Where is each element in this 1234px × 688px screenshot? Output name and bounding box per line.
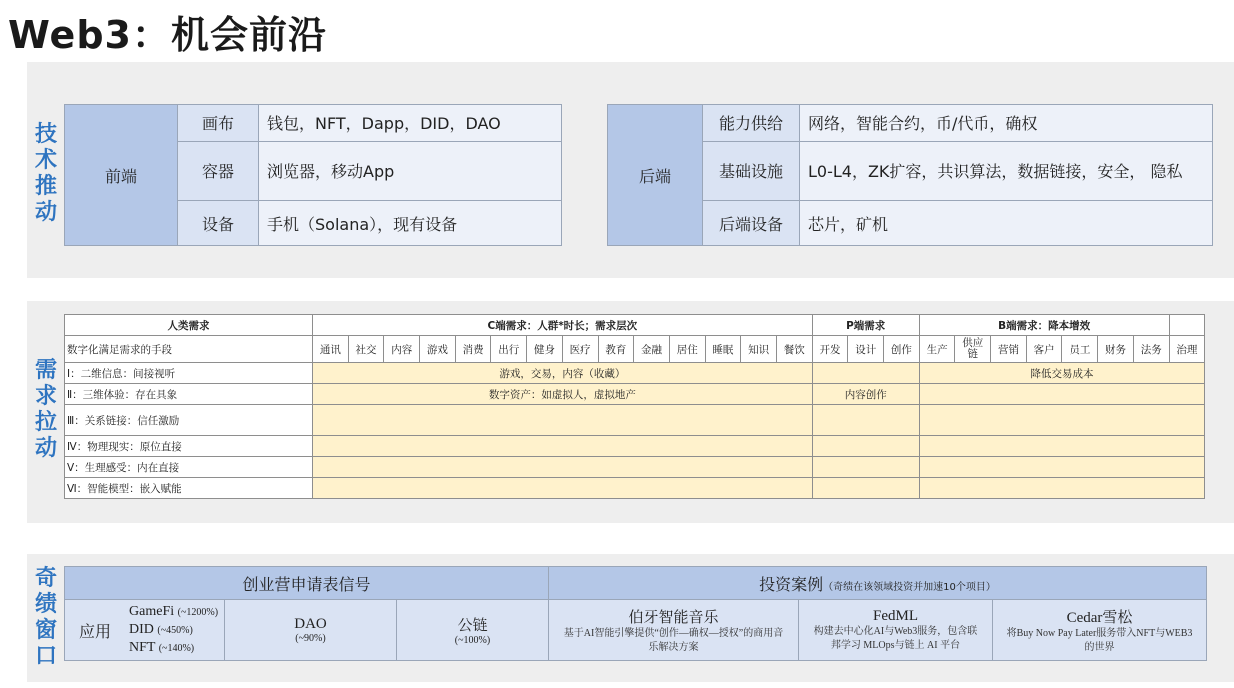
- demand-column-header: 营销: [991, 336, 1027, 363]
- p-row6-cell: [812, 478, 919, 499]
- page-title: Web3：机会前沿: [8, 13, 327, 57]
- b-row1-cell: 降低交易成本: [919, 363, 1205, 384]
- demand-column-header: 客户: [1026, 336, 1062, 363]
- window-table: [64, 566, 1207, 661]
- back-key: 能力供给: [703, 105, 800, 142]
- demand-column-header: 治理: [1169, 336, 1205, 363]
- back-value: 芯片，矿机: [800, 201, 1213, 246]
- demand-column-header: 教育: [598, 336, 634, 363]
- frontend-label: 前端: [65, 105, 178, 246]
- p-row5-cell: [812, 457, 919, 478]
- b-row4-cell: [919, 436, 1205, 457]
- level-label: Ⅰ：二维信息：间接视听: [65, 363, 313, 384]
- demand-column-header: 医疗: [562, 336, 598, 363]
- investment-title: 投资案例: [759, 574, 824, 594]
- demand-column-header: 设计: [848, 336, 884, 363]
- c-row6-cell: [313, 478, 813, 499]
- human-need-header: 人类需求: [65, 315, 313, 336]
- app-signals: [65, 600, 225, 661]
- front-value: 钱包，NFT，Dapp，DID，DAO: [259, 105, 562, 142]
- p-demand-header: P端需求: [812, 315, 919, 336]
- case-cedar: Cedar雪松 将Buy Now Pay Later服务带入NFT与WEB3的世界: [993, 600, 1207, 661]
- demand-column-header: 睡眠: [705, 336, 741, 363]
- p-row1-cell: [812, 363, 919, 384]
- demand-column-header: 开发: [812, 336, 848, 363]
- demand-column-header: 知识: [741, 336, 777, 363]
- c-row1-cell: 游戏，交易，内容（收藏）: [313, 363, 813, 384]
- empty-header-cell: [1169, 315, 1205, 336]
- b-row2-cell: [919, 384, 1205, 405]
- c-row3-cell: [313, 405, 813, 436]
- public-chain-signal: 公链 (~100%): [397, 600, 549, 661]
- level-label: Ⅵ：智能模型：嵌入赋能: [65, 478, 313, 499]
- back-key: 基础设施: [703, 141, 800, 201]
- front-value: 手机（Solana），现有设备: [259, 201, 562, 246]
- app-item: DID (~450%): [129, 622, 193, 637]
- back-key: 后端设备: [703, 201, 800, 246]
- demand-column-header: 员工: [1062, 336, 1098, 363]
- b-row5-cell: [919, 457, 1205, 478]
- front-key: 设备: [178, 201, 259, 246]
- backend-table: [607, 104, 1213, 246]
- p-row4-cell: [812, 436, 919, 457]
- app-item: GameFi (~1200%): [129, 604, 219, 619]
- demand-column-header: 法务: [1133, 336, 1169, 363]
- c-demand-header: C端需求：人群*时长；需求层次: [313, 315, 813, 336]
- level-label: Ⅳ：物理现实：原位直接: [65, 436, 313, 457]
- demand-column-header: 餐饮: [776, 336, 812, 363]
- demand-column-header: 财务: [1098, 336, 1134, 363]
- level-label: Ⅱ：三维体验：存在具象: [65, 384, 313, 405]
- demand-column-header: 健身: [527, 336, 563, 363]
- demand-column-header: 游戏: [420, 336, 456, 363]
- demand-column-header: 金融: [634, 336, 670, 363]
- case-fedml: FedML 构建去中心化AI与Web3服务，包含联邦学习 MLOps与链上 AI 平台: [799, 600, 993, 661]
- demand-column-header: 供应链: [955, 336, 991, 363]
- back-value: L0-L4，ZK扩容，共识算法，数据链接，安全， 隐私: [800, 141, 1213, 201]
- demand-column-header: 内容: [384, 336, 420, 363]
- demand-table: [64, 314, 1205, 499]
- means-label: 数字化满足需求的手段: [65, 336, 313, 363]
- p-row3-cell: [812, 405, 919, 436]
- level-label: Ⅲ：关系链接：信任激励: [65, 405, 313, 436]
- investment-header: [549, 567, 1207, 600]
- b-row6-cell: [919, 478, 1205, 499]
- front-key: 画布: [178, 105, 259, 142]
- front-value: 浏览器，移动App: [259, 141, 562, 201]
- demand-column-header: 社交: [348, 336, 384, 363]
- demand-column-header: 出行: [491, 336, 527, 363]
- demand-column-header: 居住: [669, 336, 705, 363]
- demand-column-header: 创作: [884, 336, 920, 363]
- c-row2-cell: 数字资产：如虚拟人，虚拟地产: [313, 384, 813, 405]
- window-side-label: 奇绩窗口: [34, 566, 57, 669]
- investment-note: （奇绩在该领域投资并加速10个项目）: [823, 581, 996, 593]
- startup-signal-header: 创业营申请表信号: [65, 567, 549, 600]
- p-row2-cell: 内容创作: [812, 384, 919, 405]
- demand-side-label: 需求拉动: [34, 358, 57, 461]
- case-boya: 伯牙智能音乐 基于AI智能引擎提供“创作—确权—授权”的商用音乐解决方案: [549, 600, 799, 661]
- demand-column-header: 消费: [455, 336, 491, 363]
- level-label: Ⅴ：生理感受：内在直接: [65, 457, 313, 478]
- frontend-table: [64, 104, 562, 246]
- app-label: 应用: [79, 621, 112, 641]
- dao-signal: DAO (~90%): [225, 600, 397, 661]
- c-row4-cell: [313, 436, 813, 457]
- app-item: NFT (~140%): [129, 640, 195, 655]
- back-value: 网络，智能合约，币/代币，确权: [800, 105, 1213, 142]
- b-row3-cell: [919, 405, 1205, 436]
- demand-column-header: 生产: [919, 336, 955, 363]
- front-key: 容器: [178, 141, 259, 201]
- c-row5-cell: [313, 457, 813, 478]
- tech-side-label: 技术推动: [34, 122, 57, 225]
- backend-label: 后端: [608, 105, 703, 246]
- b-demand-header: B端需求：降本增效: [919, 315, 1169, 336]
- demand-column-header: 通讯: [313, 336, 349, 363]
